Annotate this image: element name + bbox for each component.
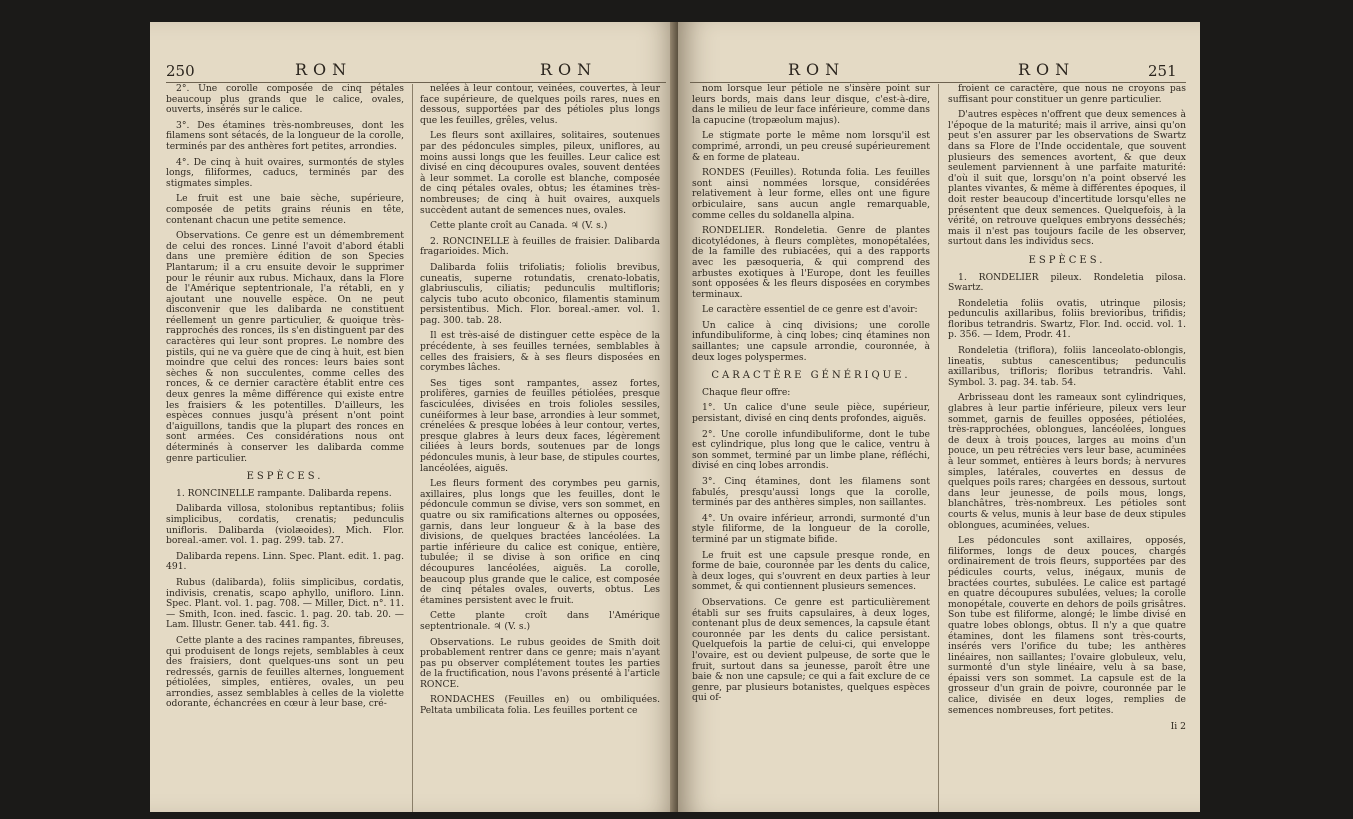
paragraph: Le fruit est une capsule presque ronde, en forme de baie, couronnée par les dents du calice, à deux loges, qui s'ouvrent en deux parties à leur sommet, & qui contiennent plusieurs semences. — [692, 549, 930, 593]
running-head-left-1: RON — [295, 60, 353, 79]
paragraph: ESPÈCES. — [246, 471, 324, 483]
paragraph: Rubus (dalibarda), foliis simplicibus, cordatis, indivisis, crenatis, scapo aphyllo, unifloro. Linn. Spec. Plant. vol. 1. pag. 708. — Miller, Dict. n°. 11. — Smith, Icon. ined. fascic. 1. pag. 20. tab. 20. — Lam. Illustr. Gener. tab. 441. fig. 3. — [166, 576, 404, 631]
paragraph: Le fruit est une baie sèche, supérieure, composée de petits grains réunis en tête, contenant chacun une petite semence. — [166, 193, 404, 226]
paragraph: RONDES (Feuilles). Rotunda folia. Les feuilles sont ainsi nommées lorsque, considérées relativement à leur forme, elles ont une figure orbiculaire, sans aucun angle remarquable, comme celles du soldanella alpina. — [692, 167, 930, 221]
right-page — [678, 22, 1200, 812]
paragraph: nom lorsque leur pétiole ne s'insère point sur leurs bords, mais dans leur disque, c'est-à-dire, dans le milieu de leur face inférieure, comme dans la capucine (tropæolum majus). — [692, 83, 930, 126]
left-page — [150, 22, 678, 812]
paragraph: Observations. Le rubus geoides de Smith doit probablement rentrer dans ce genre; mais n'ayant pas pu observer complétement toutes les parties de la fructification, nous l'avons présenté à l'article RONCE. — [420, 636, 660, 690]
right-column-1 — [692, 84, 930, 709]
paragraph: froient ce caractère, que nous ne croyons pas suffisant pour constituer un genre particulier. — [948, 83, 1186, 105]
paragraph: 4°. Un ovaire inférieur, arrondi, surmonté d'un style filiforme, de la longueur de la corolle, terminé par un stigmate bifide. — [692, 512, 930, 545]
paragraph: RONDELIER. Rondeletia. Genre de plantes dicotylédones, à fleurs complètes, monopétalées, de la famille des rubiacées, qui a des rapports avec les pæsoqueria, & qui comprend des arbustes exotiques à l'Europe, dont les feuilles sont opposées & les fleurs disposées en corymbes terminaux. — [692, 225, 930, 300]
running-head-right-1: RON — [788, 60, 846, 79]
paragraph: Observations. Ce genre est un démembrement de celui des ronces. Linné l'avoit d'abord établi dans une première édition de son Species Plantarum; il a cru ensuite devoir le supprimer pour le réunir aux rubus. Michaux, dans la Flore de l'Amérique septentrionale, l'a rétabli, en y ajoutant une nouvelle espèce. On ne peut disconvenir que les dalibarda ne constituent réellement un genre particulier, & quoique très-rapprochés des ronces, ils s'en distinguent par des caractères qui leur sont propres. Le nombre des pistils, qui ne va guère que de cinq à huit, est bien moindre que celui des ronces: leurs baies sont sèches & non succulentes, comme celles des ronces, & ce dernier caractère établit entre ces deux genres la même différence qui existe entre les fraisiers & les potentilles. D'ailleurs, les espèces connues jusqu'à présent n'ont point d'aiguillons, tandis que la plupart des ronces en sont armées. Ces considérations nous ont déterminés à conserver les dalibarda comme genre particulier. — [166, 230, 404, 464]
paragraph: 2°. Une corolle composée de cinq pétales beaucoup plus grands que le calice, ovales, ouverts, insérés sur le calice. — [166, 83, 404, 116]
paragraph: CARACTÈRE GÉNÉRIQUE. — [711, 370, 911, 382]
paragraph: Les fleurs forment des corymbes peu garnis, axillaires, plus longs que les feuilles, dont le pédoncule commun se divise, vers son sommet, en quatre ou six ramifications alternes ou opposées, garnis, dans leur longueur & à la base des divisions, de quelques bractées lancéolées. La partie inférieure du calice est conique, entière, tubulée; il se divise à son orifice en cinq découpures lancéolées, aiguës. La corolle, beaucoup plus grande que le calice, est composée de cinq pétales ovales, ouverts, obtus. Les étamines persistent avec le fruit. — [420, 478, 660, 606]
paragraph: Arbrisseau dont les rameaux sont cylindriques, glabres à leur partie inférieure, pileux vers leur sommet, garnis de feuilles opposées, pétiolées, très-rapprochées, oblongues, lancéolées, longues de deux à trois pouces, larges au moins d'un pouce, un peu rétrécies vers leur base, acuminées à leur sommet, entières à leurs bords; à nervures simples, latérales, couvertes en dessus de quelques poils rares; chargées en dessous, surtout dans leur jeunesse, de poils mous, longs, blanchâtres, très-nombreux. Les pétioles sont courts & velus, munis à leur base de deux stipules oblongues, acuminées, velues. — [948, 392, 1186, 531]
paragraph: Le caractère essentiel de ce genre est d'avoir: — [702, 304, 918, 316]
paragraph: Dalibarda foliis trifoliatis; foliolis brevibus, cuneatis, superne rotundatis, crenato-lobatis, glabriusculis, ciliatis; pedunculis multifloris; calycis tubo acuto obconico, filamentis staminum persistentibus. Mich. Flor. boreal.-amer. vol. 1. pag. 300. tab. 28. — [420, 261, 660, 326]
left-column-1 — [166, 84, 404, 715]
paragraph: 1°. Un calice d'une seule pièce, supérieur, persistant, divisé en cinq dents profondes, aiguës. — [692, 402, 930, 425]
paragraph: nelées à leur contour, veinées, couvertes, à leur face supérieure, de quelques poils rares, nues en dessous, supportées par des pétioles plus longs que les feuilles, grêles, velus. — [420, 83, 660, 126]
paragraph: RONDACHES (Feuilles en) ou ombiliquées. Peltata umbilicata folia. Les feuilles portent ce — [420, 694, 660, 717]
paragraph: 2. RONCINELLE à feuilles de fraisier. Dalibarda fragarioides. Mich. — [420, 235, 660, 258]
paragraph: Chaque fleur offre: — [702, 386, 791, 398]
paragraph: ESPÈCES. — [1028, 254, 1106, 266]
right-column-2 — [948, 84, 1186, 738]
paragraph: Rondeletia foliis ovatis, utrinque pilosis; pedunculis axillaribus, foliis brevioribus, trifidis; floribus tetrandris. Swartz, Flor. Ind. occid. vol. 1. p. 356. — Idem, Prodr. 41. — [948, 297, 1186, 341]
paragraph: Observations. Ce genre est particulièrement établi sur ses fruits capsulaires, à deux loges, contenant plus de deux semences, la capsule étant couronnée par les dents du calice persistant. Quelquefois la partie de celui-ci, qui enveloppe l'ovaire, est ou devient pulpeuse, de sorte que le fruit, surtout dans sa jeunesse, paroît être une baie & non une capsule; ce qui a fait exclure de ce genre, par plusieurs botanistes, quelques espèces qui of- — [692, 596, 930, 704]
paragraph: Dalibarda repens. Linn. Spec. Plant. edit. 1. pag. 491. — [166, 550, 404, 573]
paragraph: Cette plante a des racines rampantes, fibreuses, qui produisent de longs rejets, semblables à ceux des fraisiers, dont quelques-uns sont un peu redressés, garnis de feuilles alternes, longuement pétiolées, simples, entières, ovales, un peu arrondies, assez semblables à celles de la violette odorante, échancrées en cœur à leur base, cré- — [166, 634, 404, 710]
paragraph: Cette plante croît au Canada. ♃ (V. s.) — [430, 220, 608, 232]
column-divider-right — [938, 84, 939, 812]
running-head-left-2: RON — [540, 60, 598, 79]
paragraph: 1. RONCINELLE rampante. Dalibarda repens. — [176, 487, 392, 499]
signature-mark: Ii 2 — [1170, 721, 1186, 733]
paragraph: D'autres espèces n'offrent que deux semences à l'époque de la maturité; mais il arrive, ainsi qu'on peut s'en assurer par les observations de Swartz dans sa Flore de l'Inde occidentale, que souvent plusieurs des semences avortent, & que deux seulement parviennent à une parfaite maturité: d'où il suit que, lorsqu'on n'a point observé les plantes vivantes, & même à différentes époques, il doit rester beaucoup d'incertitude lorsqu'elles ne présentent que deux semences. Quelquefois, à la vérité, on retrouve quelques embryons desséchés; mais il n'est pas toujours facile de les observer, surtout dans les individus secs. — [948, 109, 1186, 248]
column-divider-left — [412, 84, 413, 812]
paragraph: Un calice à cinq divisions; une corolle infundibuliforme, à cinq lobes; cinq étamines non saillantes; une capsule arrondie, couronnée, à deux loges polyspermes. — [692, 319, 930, 363]
paragraph: Cette plante croît dans l'Amérique septentrionale. ♃ (V. s.) — [420, 610, 660, 632]
paragraph: 1. RONDELIER pileux. Rondeletia pilosa. Swartz. — [948, 271, 1186, 294]
paragraph: Rondeletia (triflora), foliis lanceolato-oblongis, lineatis, subtus canescentibus; pedunculis axillaribus, trifloris; floribus tetrandris. Vahl. Symbol. 3. pag. 34. tab. 54. — [948, 345, 1186, 388]
page-number-right: 251 — [1148, 62, 1177, 80]
paragraph: 2°. Une corolle infundibuliforme, dont le tube est cylindrique, plus long que le calice, ventru à son sommet, terminé par un limbe plane, réfléchi, divisé en cinq lobes arrondis. — [692, 428, 930, 472]
paragraph: Ses tiges sont rampantes, assez fortes, prolifères, garnies de feuilles pétiolées, presque fasciculées, divisées en trois folioles sessiles, cunéiformes à leur base, arrondies à leur sommet, crénelées & presque lobées à leur contour, vertes, presque glabres à leurs deux faces, légèrement ciliées à leurs bords, soutenues par de longs pédoncules munis, à leur base, de stipules courtes, lancéolées, aiguës. — [420, 377, 660, 474]
left-column-2 — [420, 84, 660, 722]
page-number-left: 250 — [166, 62, 195, 80]
paragraph: Dalibarda villosa, stolonibus reptantibus; foliis simplicibus, cordatis, crenatis; pedunculis unifloris. Dalibarda (violæoides). Mich. Flor. boreal.-amer. vol. 1. pag. 299. tab. 27. — [166, 503, 404, 547]
paragraph: 4°. De cinq à huit ovaires, surmontés de styles longs, filiformes, caducs, terminés par des stigmates simples. — [166, 156, 404, 189]
running-head-right-2: RON — [1018, 60, 1076, 79]
paragraph: Le stigmate porte le même nom lorsqu'il est comprimé, arrondi, un peu creusé supérieurement & en forme de plateau. — [692, 130, 930, 163]
paragraph: Il est très-aisé de distinguer cette espèce de la précédente, à ses feuilles ternées, semblables à celles des fraisiers, & à ses fleurs disposées en corymbes lâches. — [420, 330, 660, 374]
paragraph: 3°. Cinq étamines, dont les filamens sont fabulés, presqu'aussi longs que la corolle, terminés par des anthères simples, non saillantes. — [692, 476, 930, 509]
paragraph: 3°. Des étamines très-nombreuses, dont les filamens sont sétacés, de la longueur de la corolle, terminés par des anthères fort petites, arrondies. — [166, 119, 404, 152]
paragraph: Les fleurs sont axillaires, solitaires, soutenues par des pédoncules simples, pileux, uniflores, au moins aussi longs que les feuilles. Leur calice est divisé en cinq découpures ovales, souvent dentées à leur sommet. La corolle est blanche, composée de cinq pétales ovales, obtus; les étamines très-nombreuses; de cinq à huit ovaires, auxquels succèdent autant de semences nues, ovales. — [420, 130, 660, 216]
paragraph: Les pédoncules sont axillaires, opposés, filiformes, longs de deux pouces, chargés ordinairement de trois fleurs, supportées par des pédicules courts, velus, inégaux, munis de bractées courtes, subulées. Le calice est partagé en quatre découpures subulées, velues; la corolle monopétale, couverte en dehors de poils grisâtres. Son tube est filiforme, alongé; le limbe divisé en quatre lobes oblongs, obtus. Il n'y a que quatre étamines, dont les filamens sont très-courts, insérés vers l'orifice du tube; les anthères linéaires, non saillantes; l'ovaire globuleux, velu, surmonté d'un style linéaire, velu à sa base, épaissi vers son sommet. La capsule est de la grosseur d'un grain de poivre, couronnée par le calice, divisée en deux loges, remplies de semences nombreuses, fort petites. — [948, 535, 1186, 716]
